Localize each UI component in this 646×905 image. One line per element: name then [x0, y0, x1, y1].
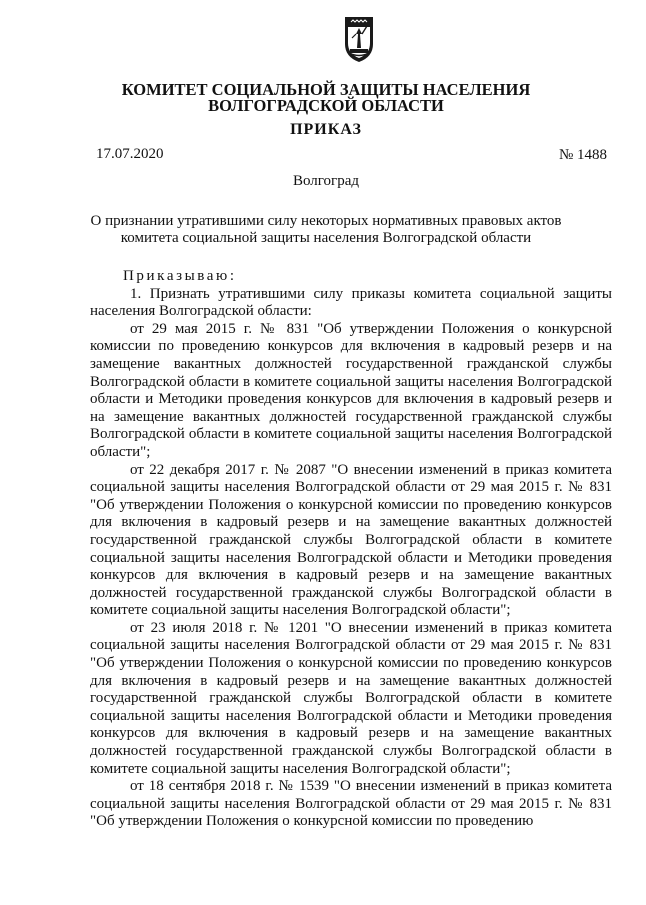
- volgograd-coat-of-arms-icon: [339, 14, 379, 64]
- organization-name-line2: ВОЛГОГРАДСКОЙ ОБЛАСТИ: [208, 96, 444, 115]
- paragraph-item-1: 1. Признать утратившими силу приказы комитета социальной защиты населения Волгоградской области:: [90, 285, 612, 320]
- paragraph-act-1201: от 23 июля 2018 г. № 1201 "О внесении изменений в приказ комитета социальной защиты населения Волгоградской области от 29 мая 2015 г. № 831 "Об утверждении Положения о конкурсной комиссии по проведению конкурсов для включения в кадровый резерв и на замещение вакантных должностей государственной гражданской службы Волгоградской области в комитете социальной защиты населения Волгоградской области и Методики проведения конкурсов для включения в кадровый резерв и на замещение вакантных должностей государственной гражданской службы Волгоградской области в комитете социальной защиты населения Волгоградской области";: [90, 619, 612, 777]
- order-word: Приказываю:: [123, 268, 237, 284]
- paragraph-act-2087: от 22 декабря 2017 г. № 2087 "О внесении изменений в приказ комитета социальной защиты населения Волгоградской области от 29 мая 2015 г. № 831 "Об утверждении Положения о конкурсной комиссии по проведению конкурсов для включения в кадровый резерв и на замещение вакантных должностей государственной гражданской службы Волгоградской области в комитете социальной защиты населения Волгоградской области и Методики проведения конкурсов для включения в кадровый резерв и на замещение вакантных должностей государственной гражданской службы Волгоградской области в комитете социальной защиты населения Волгоградской области";: [90, 461, 612, 619]
- subject-line2: комитета социальной защиты населения Волгоградской области: [120, 230, 532, 246]
- document-subject: [6, 213, 646, 247]
- document-city: Волгоград: [292, 173, 359, 189]
- document-date: 17.07.2020: [96, 146, 164, 162]
- subject-line1: О признании утратившими силу некоторых нормативных правовых актов: [90, 213, 562, 229]
- paragraph-act-831: от 29 мая 2015 г. № 831 "Об утверждении Положения о конкурсной комиссии по проведению конкурсов для включения в кадровый резерв и на замещение вакантных должностей государственной гражданской службы Волгоградской области в комитете социальной защиты населения Волгоградской области и Методики проведения конкурсов для включения в кадровый резерв и на замещение вакантных должностей государственной гражданской службы Волгоградской области в комитете социальной защиты населения Волгоградской области";: [90, 320, 612, 460]
- document-body: [90, 268, 612, 830]
- organization-name-line1: КОМИТЕТ СОЦИАЛЬНОЙ ЗАЩИТЫ НАСЕЛЕНИЯ: [121, 80, 531, 99]
- paragraph-act-1539: от 18 сентября 2018 г. № 1539 "О внесении изменений в приказ комитета социальной защиты населения Волгоградской области от 29 мая 2015 г. № 831 "Об утверждении Положения о конкурсной комиссии по проведению: [90, 778, 612, 830]
- document-number: № 1488: [558, 147, 607, 163]
- document-type-title: ПРИКАЗ: [290, 121, 362, 138]
